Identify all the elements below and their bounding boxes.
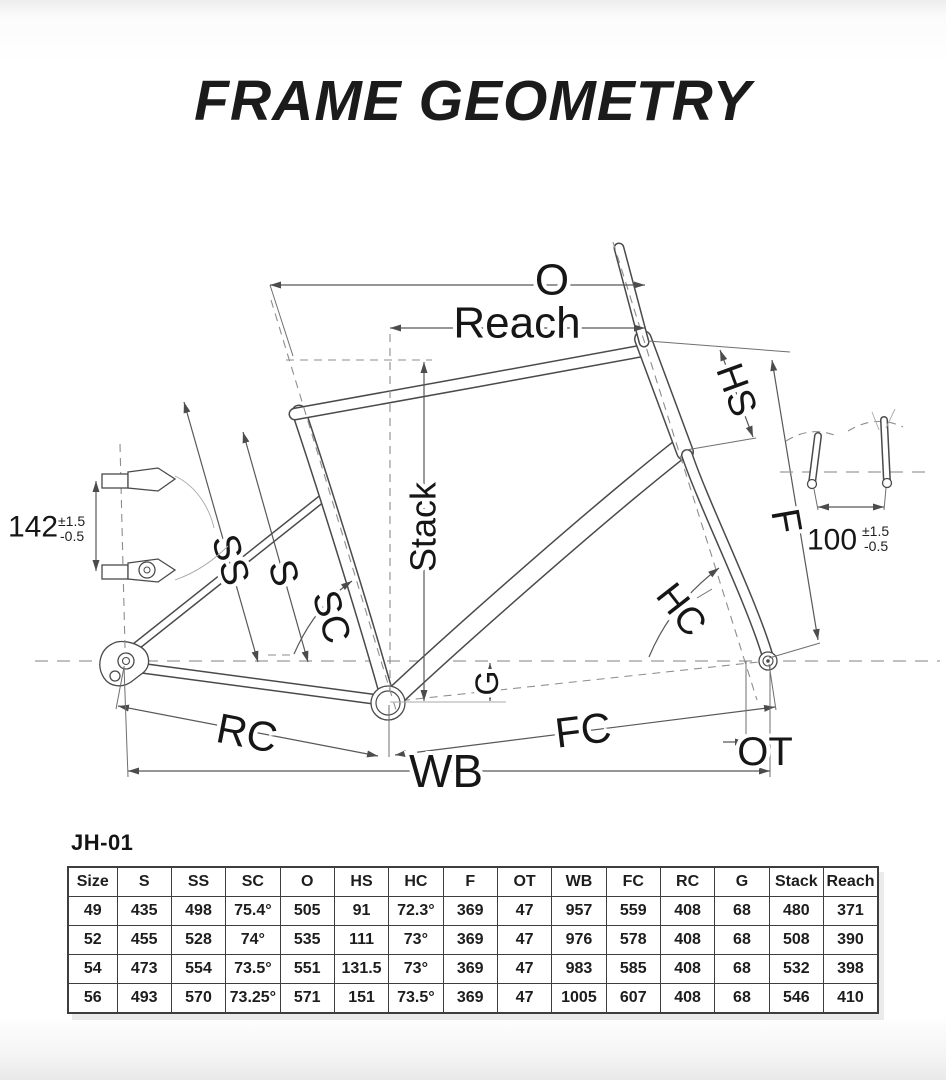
model-label: JH-01 [71,830,134,855]
table-cell: 52 [68,926,117,955]
table-cell: 131.5 [334,955,388,984]
dim-label-reach: Reach [453,298,581,348]
table-header-cell: Size [68,867,117,897]
dim-label-sc: SC [303,585,359,649]
table-cell: 408 [660,897,714,926]
table-cell: 508 [769,926,823,955]
table-cell: 151 [334,984,388,1014]
table-cell: 473 [117,955,171,984]
table-cell: 68 [715,955,769,984]
table-cell: 47 [497,926,551,955]
front-spacing-tol-plus: ±1.5 [862,523,890,539]
table-header-cell: FC [606,867,660,897]
table-cell: 410 [823,984,878,1014]
table-body [68,897,878,1014]
page-title: FRAME GEOMETRY [194,69,752,133]
front-spacing-tol-minus: -0.5 [864,538,889,554]
dim-label-ot: OT [737,730,793,774]
table-cell: 56 [68,984,117,1014]
table-cell: 559 [606,897,660,926]
table-cell: 73.5° [226,955,280,984]
table-header-cell: HC [389,867,443,897]
table-cell: 54 [68,955,117,984]
table-cell: 585 [606,955,660,984]
table-header-cell: S [117,867,171,897]
table-cell: 47 [497,984,551,1014]
table-header-cell: Reach [823,867,878,897]
table-cell: 390 [823,926,878,955]
dim-label-s: S [259,555,307,591]
table-cell: 571 [280,984,334,1014]
table-head [68,867,878,897]
table-cell: 532 [769,955,823,984]
table-cell: 369 [443,955,497,984]
table-cell: 75.4° [226,897,280,926]
dim-label-rc: RC [212,704,282,762]
rear-axle-detail [8,444,228,648]
rear-spacing-value: 142 [7,510,59,544]
dim-label-fc: FC [552,703,614,757]
table-row [68,955,878,984]
rear-spacing-tol-plus: ±1.5 [58,513,86,529]
table-cell: 68 [715,897,769,926]
table-cell: 435 [117,897,171,926]
table-cell: 570 [171,984,225,1014]
table-cell: 480 [769,897,823,926]
table-cell: 49 [68,897,117,926]
table-cell: 1005 [552,984,606,1014]
rear-spacing-tol-minus: -0.5 [60,528,85,544]
table-cell: 408 [660,955,714,984]
dim-label-ss: SS [202,529,258,591]
table-cell: 455 [117,926,171,955]
table-cell: 369 [443,984,497,1014]
table-row [68,984,878,1014]
table-cell: 983 [552,955,606,984]
table-cell: 111 [334,926,388,955]
table-cell: 498 [171,897,225,926]
table-cell: 369 [443,897,497,926]
dim-label-hc: HC [647,575,715,645]
table-cell: 74° [226,926,280,955]
geometry-table [67,866,879,1014]
table-cell: 398 [823,955,878,984]
table-header-cell: RC [660,867,714,897]
table-header-cell: O [280,867,334,897]
table-header-row [68,867,878,897]
table-cell: 73.25° [226,984,280,1014]
table-cell: 551 [280,955,334,984]
table-cell: 957 [552,897,606,926]
table-cell: 68 [715,926,769,955]
table-header-cell: SS [171,867,225,897]
table-row [68,897,878,926]
table-cell: 976 [552,926,606,955]
table-cell: 371 [823,897,878,926]
table-header-cell: Stack [769,867,823,897]
table-cell: 546 [769,984,823,1014]
table-cell: 73° [389,926,443,955]
dim-label-hs: HS [707,358,765,422]
dim-label-stack: Stack [402,481,444,573]
table-cell: 408 [660,926,714,955]
table-cell: 528 [171,926,225,955]
table-header-cell: OT [497,867,551,897]
dim-label-o: O [534,255,570,305]
table-cell: 73° [389,955,443,984]
dim-label-g: G [469,670,505,696]
table-cell: 493 [117,984,171,1014]
table-cell: 47 [497,955,551,984]
dim-label-f: F [762,505,810,537]
dim-label-wb: WB [408,745,484,797]
table-cell: 554 [171,955,225,984]
table-header-cell: WB [552,867,606,897]
table-header-cell: F [443,867,497,897]
table-cell: 535 [280,926,334,955]
table-cell: 369 [443,926,497,955]
table-cell: 72.3° [389,897,443,926]
table-cell: 68 [715,984,769,1014]
table-cell: 505 [280,897,334,926]
table-header-cell: G [715,867,769,897]
table-header-cell: HS [334,867,388,897]
table-cell: 578 [606,926,660,955]
table-cell: 607 [606,984,660,1014]
front-spacing-value: 100 [806,523,858,557]
table-cell: 47 [497,897,551,926]
table-header-cell: SC [226,867,280,897]
table-cell: 408 [660,984,714,1014]
front-axle-detail [780,409,932,557]
table-cell: 91 [334,897,388,926]
table-cell: 73.5° [389,984,443,1014]
table-row [68,926,878,955]
